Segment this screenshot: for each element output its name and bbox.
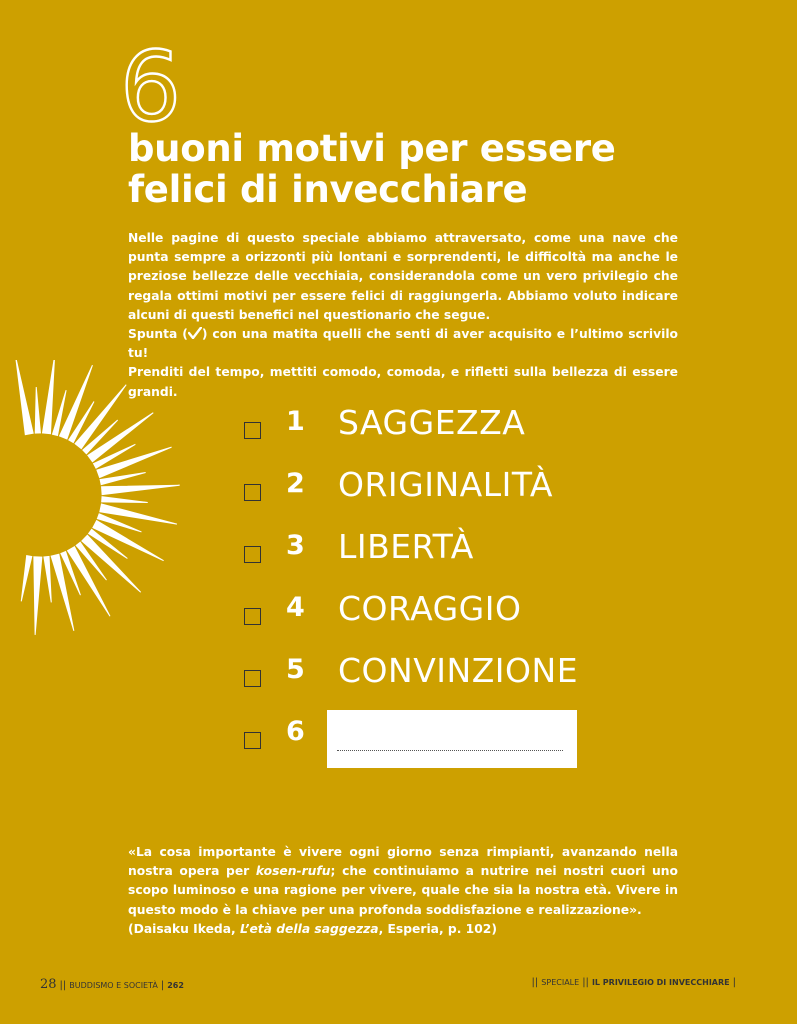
footer-separator: ||: [59, 980, 67, 991]
quote-italic: kosen-rufu: [255, 864, 331, 879]
sun-illustration: [0, 360, 180, 650]
write-in-field[interactable]: [327, 710, 577, 768]
checkbox-icon[interactable]: [244, 608, 261, 625]
citation-before: (Daisaku Ikeda,: [128, 921, 240, 936]
footer-separator: |: [732, 977, 736, 988]
checkbox-icon[interactable]: [244, 546, 261, 563]
sun-ray: [34, 557, 42, 635]
footer-separator: ||: [582, 977, 589, 988]
big-number-text: [120, 42, 179, 132]
section-name: SPECIALE: [541, 978, 580, 987]
quote-block: [128, 843, 678, 939]
footer-separator: ||: [531, 977, 539, 988]
section-topic: IL PRIVILEGIO DI INVECCHIARE: [591, 978, 730, 987]
item-number: 5: [286, 654, 305, 685]
item-number: 1: [286, 406, 305, 437]
checkbox-icon[interactable]: [244, 422, 261, 439]
item-number: 6: [286, 716, 305, 747]
quote-part-2: ; che continuiamo a nutrire nei nostri cuori uno scopo luminoso e una ragione per vivere, quale che sia la nostra età. Vivere in questo modo è la chiave per una profonda soddisfazione e realizzazione».: [128, 864, 679, 917]
checkbox-icon[interactable]: [244, 670, 261, 687]
sun-ray: [102, 497, 148, 503]
sun-ray: [97, 447, 172, 477]
page-number: 28: [40, 977, 57, 992]
quote-part-1: «La cosa importante è vivere ogni giorno senza rimpianti, avanzando nella nostra opera per: [128, 845, 678, 879]
instruction-after: ) con una matita quelli che senti di aver acquisito e l’ultimo scrivilo tu!: [128, 327, 678, 361]
quote-text: [128, 843, 678, 920]
item-label: ORIGINALITÀ: [338, 465, 553, 504]
checklist-item-5[interactable]: [244, 648, 664, 698]
sun-ray: [35, 387, 40, 433]
sun-ray: [44, 556, 51, 602]
intro-paragraph: Nelle pagine di questo speciale abbiamo attraversato, come una nave che punta sempre a orizzonti più lontani e sorprendenti, le difficoltà ma anche le preziose bellezze delle vecchiaia, considerandola come un vero privilegio che regala ottimi motivi per essere felici di raggiungerla. Abbiamo voluto indicare alcuni di questi benefici nel questionario che segue.: [128, 231, 678, 322]
sun-ray: [16, 360, 33, 435]
intro-instruction: [128, 325, 678, 363]
checkbox-icon[interactable]: [244, 484, 261, 501]
issue-number: 262: [167, 981, 184, 990]
title-line-2: felici di invecchiare: [128, 168, 528, 211]
item-label: LIBERTÀ: [338, 527, 474, 566]
item-number: 2: [286, 468, 305, 499]
checklist-item-3[interactable]: [244, 524, 664, 574]
item-number: 3: [286, 530, 305, 561]
checklist-item-2[interactable]: [244, 462, 664, 512]
quote-citation: [128, 920, 678, 939]
footer-right: [529, 977, 739, 991]
citation-after: , Esperia, p. 102): [378, 921, 497, 936]
footer-separator: |: [160, 980, 165, 991]
sun-ray: [21, 556, 32, 602]
checkmark-icon: [188, 327, 202, 339]
intro-instruction-2: Prenditi del tempo, mettiti comodo, comoda, e rifletti sulla bellezza di essere grandi.: [128, 365, 678, 399]
title-line-1: buoni motivi per essere: [128, 127, 616, 170]
instruction-before: Spunta (: [128, 327, 188, 342]
sun-ray: [60, 365, 93, 439]
checklist-item-4[interactable]: [244, 586, 664, 636]
item-number: 4: [286, 592, 305, 623]
sun-ray: [102, 485, 180, 494]
footer-left: [40, 977, 184, 991]
dotted-line: [337, 750, 563, 751]
citation-title: L’età della saggezza: [240, 921, 379, 936]
item-label: CONVINZIONE: [338, 651, 579, 690]
page-title: [128, 128, 688, 210]
magazine-name: BUDDISMO E SOCIETÀ: [69, 981, 158, 990]
item-label: SAGGEZZA: [338, 403, 526, 442]
sun-ray: [43, 360, 55, 434]
intro-text: [128, 229, 678, 402]
checkbox-icon[interactable]: [244, 732, 261, 749]
checklist-item-1[interactable]: [244, 400, 664, 450]
item-label: CORAGGIO: [338, 589, 522, 628]
